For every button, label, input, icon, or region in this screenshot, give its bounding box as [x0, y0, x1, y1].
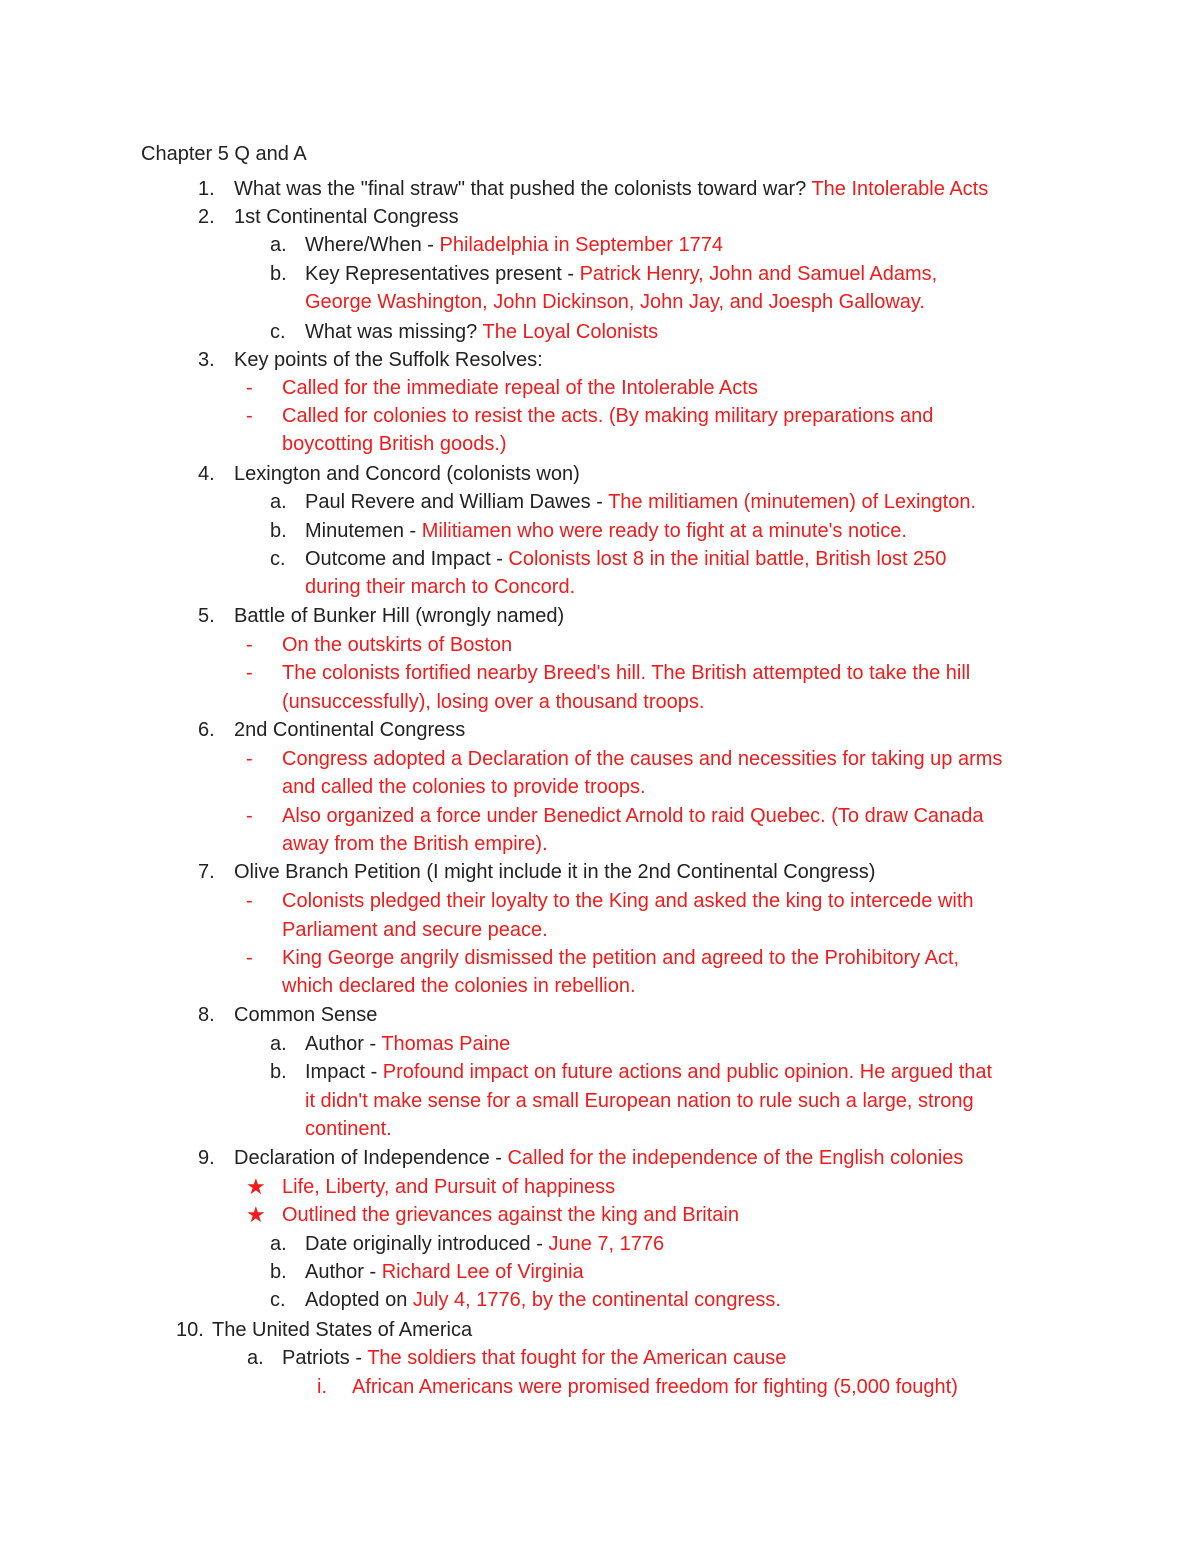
answer-text: Patrick Henry, John and Samuel Adams,: [579, 263, 938, 285]
list-marker: -: [246, 890, 253, 912]
list-item: [282, 633, 512, 657]
list-marker: -: [246, 947, 253, 969]
answer-text: Congress adopted a Declaration of the causes and necessities for taking up arms: [282, 748, 1003, 770]
answer-text: (unsuccessfully), losing over a thousand troops.: [282, 691, 705, 713]
list-item: [352, 1375, 958, 1399]
question-text: Common Sense: [234, 1004, 378, 1026]
list-item: [282, 376, 758, 400]
question-text: Battle of Bunker Hill (wrongly named): [234, 605, 565, 627]
list-marker: 1.: [198, 178, 215, 200]
list-item: [305, 1117, 392, 1141]
list-marker: a.: [270, 491, 287, 513]
list-marker: 9.: [198, 1147, 215, 1169]
answer-text: Life, Liberty, and Pursuit of happiness: [282, 1176, 616, 1198]
answer-text: it didn't make sense for a small European nation to rule such a large, strong: [305, 1090, 974, 1112]
list-item: [282, 432, 507, 456]
list-item: [234, 348, 543, 372]
question-text: Key Representatives present -: [305, 263, 580, 285]
list-item: [282, 1346, 786, 1370]
list-item: [234, 1003, 377, 1027]
list-item: [282, 661, 970, 685]
list-item: [305, 262, 937, 286]
list-marker: c.: [270, 548, 286, 570]
list-item: [305, 547, 946, 571]
list-item: [212, 1318, 472, 1342]
list-item: [305, 320, 658, 344]
list-marker: -: [246, 748, 253, 770]
list-item: [305, 1032, 510, 1056]
answer-text: The Intolerable Acts: [811, 178, 989, 200]
list-item: [234, 718, 465, 742]
question-text: 1st Continental Congress: [234, 206, 459, 228]
question-text: Key points of the Suffolk Resolves:: [234, 349, 543, 371]
list-marker: a.: [247, 1347, 264, 1369]
list-item: [282, 832, 548, 856]
list-marker: b.: [270, 1261, 287, 1283]
list-item: [305, 1260, 584, 1284]
question-text: Lexington and Concord (colonists won): [234, 463, 580, 485]
question-text: Author -: [305, 1261, 382, 1283]
answer-text: On the outskirts of Boston: [282, 634, 513, 656]
question-text: What was the "final straw" that pushed the colonists toward war?: [234, 178, 812, 200]
list-item: [282, 1203, 739, 1227]
answer-text: The militiamen (minutemen) of Lexington.: [608, 491, 977, 513]
list-item: [305, 1060, 992, 1084]
list-item: [282, 918, 548, 942]
answer-text: George Washington, John Dickinson, John Jay, and Joesph Galloway.: [305, 291, 925, 313]
list-item: [282, 747, 1002, 771]
list-item: [282, 889, 974, 913]
list-item: [234, 205, 459, 229]
list-marker: i.: [317, 1376, 327, 1398]
answer-text: The Loyal Colonists: [482, 321, 659, 343]
list-item: [305, 1288, 781, 1312]
answer-text: Colonists lost 8 in the initial battle, British lost 250: [508, 548, 947, 570]
list-item: [282, 804, 984, 828]
star-bullet-icon: ★: [246, 1202, 266, 1227]
answer-text: boycotting British goods.): [282, 433, 507, 455]
list-item: [282, 775, 646, 799]
list-marker: -: [246, 405, 253, 427]
list-marker: a.: [270, 1033, 287, 1055]
list-item: [282, 690, 704, 714]
list-marker: -: [246, 805, 253, 827]
list-marker: 4.: [198, 463, 215, 485]
list-item: [282, 1175, 615, 1199]
list-marker: -: [246, 662, 253, 684]
list-item: [234, 177, 988, 201]
list-item: [234, 860, 875, 884]
list-item: [305, 233, 723, 257]
question-text: Olive Branch Petition (I might include it in the 2nd Continental Congress): [234, 861, 876, 883]
list-marker: a.: [270, 234, 287, 256]
list-item: [305, 1089, 974, 1113]
question-text: Author -: [305, 1033, 382, 1055]
list-marker: c.: [270, 1289, 286, 1311]
question-text: The United States of America: [212, 1319, 473, 1341]
list-marker: 7.: [198, 861, 215, 883]
answer-text: July 4, 1776, by the continental congress.: [412, 1289, 781, 1311]
list-marker: 10.: [176, 1319, 204, 1341]
question-text: Declaration of Independence -: [234, 1147, 508, 1169]
question-text: Patriots -: [282, 1347, 368, 1369]
list-item: [282, 974, 636, 998]
list-marker: 3.: [198, 349, 215, 371]
answer-text: June 7, 1776: [548, 1233, 665, 1255]
answer-text: Outlined the grievances against the king and Britain: [282, 1204, 739, 1226]
list-marker: 8.: [198, 1004, 215, 1026]
question-text: Adopted on: [305, 1289, 413, 1311]
page-title: Chapter 5 Q and A: [141, 143, 307, 165]
list-item: [234, 462, 580, 486]
list-marker: -: [246, 634, 253, 656]
answer-text: away from the British empire).: [282, 833, 548, 855]
question-text: What was missing?: [305, 321, 483, 343]
list-marker: 6.: [198, 719, 215, 741]
answer-text: Militiamen who were ready to fight at a minute's notice.: [421, 520, 907, 542]
answer-text: King George angrily dismissed the petition and agreed to the Prohibitory Act,: [282, 947, 960, 969]
answer-text: Colonists pledged their loyalty to the King and asked the king to intercede with: [282, 890, 974, 912]
question-text: Outcome and Impact -: [305, 548, 509, 570]
answer-text: The colonists fortified nearby Breed's hill. The British attempted to take the hill: [282, 662, 971, 684]
answer-text: Philadelphia in September 1774: [439, 234, 724, 256]
answer-text: Parliament and secure peace.: [282, 919, 548, 941]
answer-text: African Americans were promised freedom for fighting (5,000 fought): [352, 1376, 958, 1398]
answer-text: Profound impact on future actions and public opinion. He argued that: [382, 1061, 993, 1083]
list-item: [305, 519, 907, 543]
star-bullet-icon: ★: [246, 1174, 266, 1199]
list-item: [305, 290, 925, 314]
list-marker: 5.: [198, 605, 215, 627]
question-text: Minutemen -: [305, 520, 422, 542]
answer-text: continent.: [305, 1118, 392, 1140]
list-item: [282, 404, 933, 428]
list-item: [234, 604, 564, 628]
answer-text: Thomas Paine: [381, 1033, 511, 1055]
list-item: [282, 946, 959, 970]
list-item: [305, 490, 976, 514]
question-text: Paul Revere and William Dawes -: [305, 491, 609, 513]
question-text: Impact -: [305, 1061, 383, 1083]
list-marker: b.: [270, 520, 287, 542]
list-marker: -: [246, 377, 253, 399]
list-marker: b.: [270, 1061, 287, 1083]
list-item: [234, 1146, 963, 1170]
list-marker: 2.: [198, 206, 215, 228]
list-marker: c.: [270, 321, 286, 343]
question-text: Date originally introduced -: [305, 1233, 549, 1255]
answer-text: Called for the immediate repeal of the Intolerable Acts: [282, 377, 758, 399]
answer-text: The soldiers that fought for the American cause: [367, 1347, 787, 1369]
list-marker: b.: [270, 263, 287, 285]
list-item: [305, 575, 575, 599]
question-text: 2nd Continental Congress: [234, 719, 466, 741]
list-marker: a.: [270, 1233, 287, 1255]
answer-text: which declared the colonies in rebellion.: [282, 975, 636, 997]
list-item: [305, 1232, 664, 1256]
answer-text: during their march to Concord.: [305, 576, 576, 598]
answer-text: and called the colonies to provide troops.: [282, 776, 646, 798]
question-text: Where/When -: [305, 234, 440, 256]
answer-text: Also organized a force under Benedict Arnold to raid Quebec. (To draw Canada: [282, 805, 984, 827]
answer-text: Called for the independence of the English colonies: [507, 1147, 964, 1169]
answer-text: Called for colonies to resist the acts. (By making military preparations and: [282, 405, 934, 427]
answer-text: Richard Lee of Virginia: [381, 1261, 584, 1283]
